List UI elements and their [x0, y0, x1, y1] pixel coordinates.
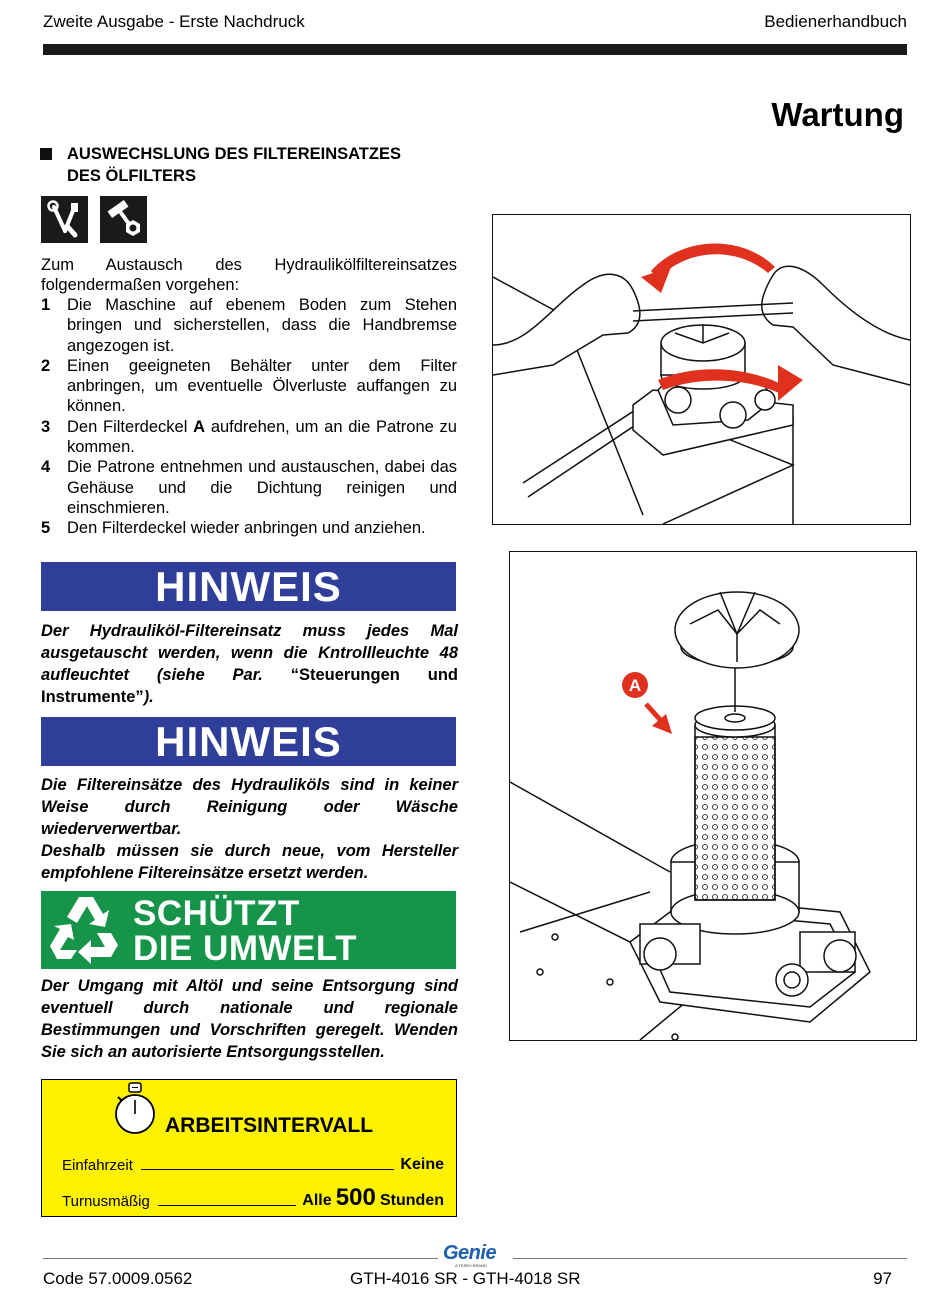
heading-line-1: AUSWECHSLUNG DES FILTEREINSATZES — [67, 145, 401, 163]
interval-row-runin: Einfahrzeit Keine — [62, 1156, 444, 1174]
note-text: Die Filtereinsätze des Hydrauliköls sind in keiner Weise durch Reinigung oder Wäsche wiederverwertbar. Deshalb müssen sie durch neue, vom Hersteller empfohlene Filtereinsätze ersetzt werden. — [41, 776, 458, 882]
genie-logo-subtitle: A TEREX BRAND — [455, 1263, 487, 1268]
section-title: Wartung — [771, 96, 904, 133]
figure-filter-exploded — [509, 551, 917, 1041]
interval-row-periodic: Turnusmäßig Alle 500 Stunden — [62, 1184, 444, 1211]
header-manual: Bedienerhandbuch — [764, 12, 907, 31]
step-item: 3 Den Filterdeckel A aufdrehen, um an die Patrone zu kommen. — [41, 417, 457, 457]
step-item: 1 Die Maschine auf ebenem Boden zum Stehen bringen und sicherstellen, dass die Handbremse angezogen ist. — [41, 296, 457, 355]
heading-line-2: DES ÖLFILTERS — [67, 167, 196, 185]
procedure-heading — [40, 143, 460, 187]
header-rule — [43, 44, 907, 55]
header-edition: Zweite Ausgabe - Erste Nachdruck — [43, 12, 305, 31]
bullet-square-icon — [40, 148, 52, 160]
stopwatch-icon — [112, 1081, 158, 1135]
note-text: Der Hydrauliköl-Filtereinsatz muss jedes Mal ausgetauscht werden, wenn die Kntrollleuchte 48 aufleuchtet (siehe Par. “Steuerungen und Instrumente”). — [41, 622, 459, 706]
environment-line-2: DIE UMWELT — [133, 929, 358, 968]
wrench-screwdriver-icon — [41, 196, 88, 243]
page-number: 97 — [873, 1269, 892, 1288]
work-interval-box — [41, 1079, 457, 1217]
recycle-icon — [45, 893, 125, 967]
callout-label: A — [628, 676, 642, 695]
hinweis-banner: HINWEIS — [41, 562, 456, 611]
hinweis-banner: HINWEIS — [41, 717, 456, 766]
procedure-steps — [41, 295, 457, 539]
environment-text: Der Umgang mit Altöl und seine Entsorgung sind eventuell durch nationale und regionale Bestimmungen und Vorschriften geregelt. Wenden Sie sich an autorisierte Entsorgungsstellen. — [41, 977, 458, 1061]
step-item: 5 Den Filterdeckel wieder anbringen und anziehen. — [41, 519, 426, 538]
model-names: GTH-4016 SR - GTH-4018 SR — [350, 1269, 581, 1288]
interval-title: ARBEITSINTERVALL — [165, 1114, 374, 1137]
environment-banner — [41, 891, 456, 969]
hammer-nut-icon — [100, 196, 147, 243]
environment-line-1: SCHÜTZT — [133, 894, 300, 933]
intro-text: Zum Austausch des Hydraulikölfiltereinsatzes folgendermaßen vorgehen: — [41, 256, 457, 295]
step-item: 2 Einen geeigneten Behälter unter dem Filter anbringen, um eventuelle Ölverluste auffangen zu können. — [41, 356, 457, 416]
genie-logo: Genie — [443, 1242, 497, 1264]
document-code: Code 57.0009.0562 — [43, 1269, 193, 1288]
step-item: 4 Die Patrone entnehmen und austauschen, dabei das Gehäuse und die Dichtung reinigen und einschmieren. — [41, 458, 457, 517]
figure-unscrew-filter-cap — [492, 214, 911, 525]
